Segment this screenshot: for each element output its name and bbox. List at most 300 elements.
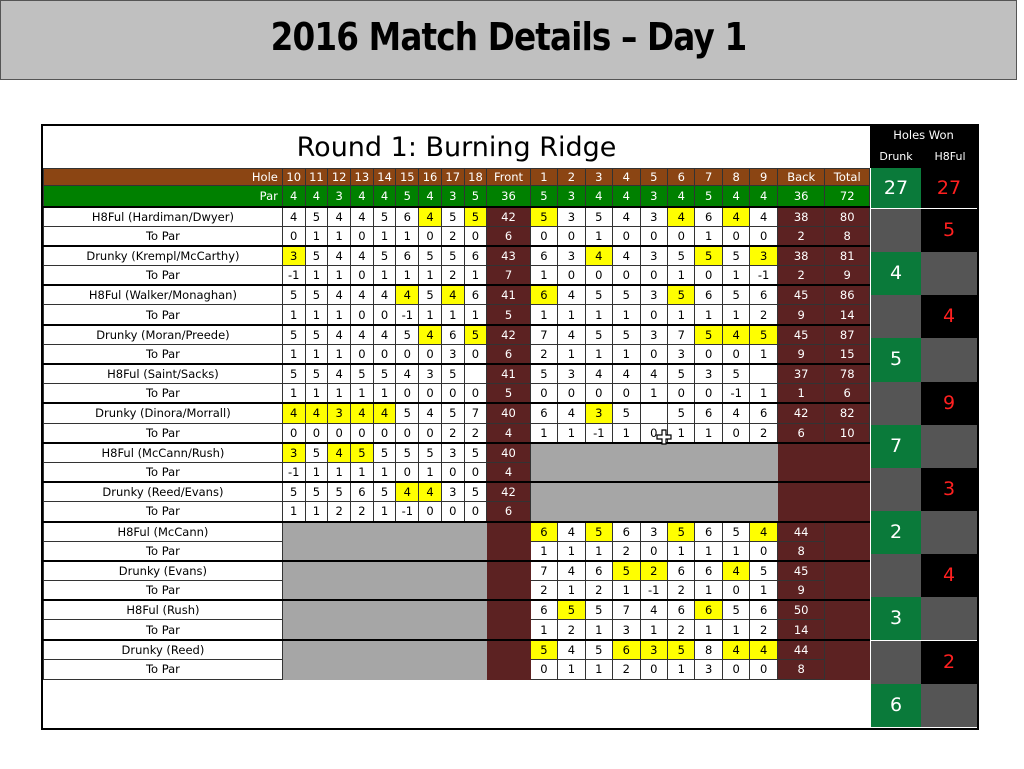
empty-cell: [373, 561, 396, 581]
score-cell: 1: [373, 462, 396, 482]
empty-cell: [530, 443, 557, 463]
back-total: 45: [777, 285, 825, 305]
back-total: 9: [777, 305, 825, 325]
score-cell: 0: [585, 266, 612, 286]
score-cell: 5: [441, 403, 464, 423]
h8ful-wins: 4: [921, 295, 977, 338]
empty-cell: [668, 443, 695, 463]
score-cell: 5: [695, 325, 722, 345]
hole-number: 6: [668, 169, 695, 186]
score-cell: 1: [282, 305, 305, 325]
score-cell: 3: [585, 403, 612, 423]
empty-cell: [777, 482, 825, 502]
score-cell: 0: [464, 462, 487, 482]
hole-number: 13: [351, 169, 374, 186]
score-cell: 1: [351, 462, 374, 482]
to-par-row: [44, 344, 870, 364]
par-value: 72: [825, 186, 870, 207]
grand-total: 14: [825, 305, 870, 325]
empty-cell: [487, 640, 530, 660]
score-cell: 5: [305, 246, 328, 266]
slide-title: 2016 Match Details – Day 1: [270, 15, 747, 59]
empty-cell: [464, 640, 487, 660]
score-cell: 5: [668, 640, 695, 660]
empty-cell: [351, 522, 374, 542]
empty-cell: [585, 443, 612, 463]
par-value: 3: [558, 186, 585, 207]
empty-cell: [351, 620, 374, 640]
front-total: 41: [487, 285, 530, 305]
back-total: 44: [777, 640, 825, 660]
score-cell: 6: [750, 600, 777, 620]
empty-cell: [419, 561, 442, 581]
score-cell: 2: [351, 502, 374, 522]
score-cell: 4: [328, 443, 351, 463]
score-cell: 4: [585, 246, 612, 266]
empty-cell: [419, 659, 442, 679]
score-cell: 0: [351, 423, 374, 443]
empty-cell: [825, 581, 870, 601]
to-par-row: [44, 620, 870, 640]
score-cell: [464, 364, 487, 384]
empty-cell: [396, 659, 419, 679]
score-cell: 3: [419, 364, 442, 384]
score-cell: 3: [750, 246, 777, 266]
row-label: To Par: [44, 502, 283, 522]
score-cell: 4: [640, 364, 667, 384]
front-total: 40: [487, 403, 530, 423]
score-table: [43, 168, 870, 680]
score-cell: 0: [640, 305, 667, 325]
score-cell: 0: [613, 266, 640, 286]
h8ful-wins: 9: [921, 382, 977, 425]
score-cell: [640, 403, 667, 423]
empty-cell: [722, 482, 749, 502]
empty-cell: [750, 462, 777, 482]
empty-cell: [282, 561, 305, 581]
empty-cell: [695, 462, 722, 482]
score-cell: 6: [750, 285, 777, 305]
score-cell: 1: [613, 423, 640, 443]
score-cell: 6: [530, 246, 557, 266]
score-cell: 4: [668, 207, 695, 227]
row-label: To Par: [44, 541, 283, 561]
hole-header-label: Hole: [44, 169, 283, 186]
empty-cell: [305, 561, 328, 581]
score-cell: 3: [668, 344, 695, 364]
score-cell: 4: [585, 364, 612, 384]
back-total: 2: [777, 226, 825, 246]
score-cell: 0: [640, 344, 667, 364]
empty-cell: [613, 502, 640, 522]
empty-cell: [419, 600, 442, 620]
empty-cell: [373, 620, 396, 640]
score-cell: 3: [640, 325, 667, 345]
back-total: 38: [777, 246, 825, 266]
par-value: 4: [282, 186, 305, 207]
score-cell: 1: [558, 305, 585, 325]
score-cell: 4: [558, 285, 585, 305]
score-cell: 5: [305, 364, 328, 384]
score-cell: 5: [464, 443, 487, 463]
back-total: 42: [777, 403, 825, 423]
score-cell: 2: [558, 620, 585, 640]
drunk-wins: 6: [871, 684, 921, 727]
empty-cell: [328, 522, 351, 542]
score-cell: 1: [585, 541, 612, 561]
score-cell: 1: [373, 266, 396, 286]
score-cell: 1: [373, 502, 396, 522]
score-cell: 1: [282, 344, 305, 364]
front-total: 6: [487, 502, 530, 522]
score-cell: 2: [441, 266, 464, 286]
empty-cell: [441, 640, 464, 660]
score-cell: 0: [640, 541, 667, 561]
score-cell: 4: [558, 403, 585, 423]
score-cell: 6: [695, 522, 722, 542]
score-cell: 2: [613, 541, 640, 561]
score-cell: 1: [328, 266, 351, 286]
score-cell: 4: [419, 482, 442, 502]
front-total: 5: [487, 384, 530, 404]
empty-cell: [921, 684, 977, 727]
score-cell: 5: [396, 325, 419, 345]
score-cell: 1: [558, 423, 585, 443]
empty-cell: [351, 600, 374, 620]
score-cell: 0: [441, 502, 464, 522]
score-cell: 1: [750, 384, 777, 404]
score-cell: 1: [305, 462, 328, 482]
score-cell: 5: [585, 522, 612, 542]
score-cell: -1: [585, 423, 612, 443]
score-cell: 6: [396, 246, 419, 266]
hole-number: 14: [373, 169, 396, 186]
score-cell: -1: [750, 266, 777, 286]
empty-cell: [305, 541, 328, 561]
score-cell: 0: [640, 423, 667, 443]
score-cell: 5: [585, 600, 612, 620]
score-cell: 1: [585, 659, 612, 679]
score-cell: 5: [558, 600, 585, 620]
empty-cell: [825, 600, 870, 620]
player-row: [44, 207, 870, 227]
score-cell: 0: [441, 462, 464, 482]
round-title: Round 1: Burning Ridge: [296, 132, 617, 163]
score-cell: 1: [530, 620, 557, 640]
to-par-row: [44, 305, 870, 325]
back-total: 6: [777, 423, 825, 443]
par-value: 4: [722, 186, 749, 207]
score-cell: 0: [351, 226, 374, 246]
score-cell: 5: [668, 285, 695, 305]
empty-cell: [640, 482, 667, 502]
score-cell: 2: [441, 423, 464, 443]
score-cell: 0: [419, 344, 442, 364]
score-cell: 5: [464, 482, 487, 502]
score-cell: 0: [695, 384, 722, 404]
score-cell: 5: [305, 325, 328, 345]
hole-number: 18: [464, 169, 487, 186]
score-cell: 3: [441, 443, 464, 463]
score-cell: 0: [750, 659, 777, 679]
score-cell: 5: [328, 482, 351, 502]
score-cell: 0: [373, 344, 396, 364]
score-cell: 3: [282, 443, 305, 463]
row-label: To Par: [44, 581, 283, 601]
empty-cell: [373, 640, 396, 660]
score-cell: 5: [305, 285, 328, 305]
score-cell: 4: [750, 522, 777, 542]
score-cell: 0: [419, 423, 442, 443]
empty-cell: [328, 659, 351, 679]
score-cell: 1: [640, 384, 667, 404]
par-value: 5: [396, 186, 419, 207]
score-cell: 5: [373, 207, 396, 227]
score-cell: 4: [722, 403, 749, 423]
empty-cell: [373, 659, 396, 679]
empty-cell: [305, 581, 328, 601]
score-cell: 6: [464, 285, 487, 305]
score-cell: 7: [530, 561, 557, 581]
empty-cell: [487, 541, 530, 561]
score-cell: 0: [613, 226, 640, 246]
score-cell: 1: [722, 620, 749, 640]
score-cell: 1: [373, 384, 396, 404]
score-cell: 5: [585, 207, 612, 227]
empty-cell: [871, 382, 921, 425]
score-cell: 5: [373, 246, 396, 266]
empty-cell: [750, 482, 777, 502]
score-cell: 5: [396, 403, 419, 423]
score-cell: 5: [305, 482, 328, 502]
score-cell: 5: [668, 522, 695, 542]
empty-cell: [825, 640, 870, 660]
empty-cell: [487, 522, 530, 542]
empty-cell: [530, 482, 557, 502]
row-label: To Par: [44, 423, 283, 443]
score-cell: 4: [750, 207, 777, 227]
score-cell: 4: [613, 246, 640, 266]
score-cell: 3: [282, 246, 305, 266]
score-cell: 4: [419, 325, 442, 345]
hole-number: 11: [305, 169, 328, 186]
row-label: H8Ful (Walker/Monaghan): [44, 285, 283, 305]
score-cell: 0: [396, 344, 419, 364]
holes-won-title: Holes Won: [893, 128, 954, 142]
empty-cell: [396, 561, 419, 581]
score-cell: 6: [695, 403, 722, 423]
score-cell: 0: [613, 384, 640, 404]
score-cell: -1: [396, 305, 419, 325]
score-cell: 5: [530, 207, 557, 227]
score-cell: 5: [668, 403, 695, 423]
score-cell: 0: [396, 423, 419, 443]
score-cell: 1: [585, 620, 612, 640]
score-cell: 4: [722, 640, 749, 660]
back-total: 9: [777, 581, 825, 601]
score-cell: 6: [441, 325, 464, 345]
score-cell: 0: [722, 581, 749, 601]
score-cell: 4: [282, 207, 305, 227]
row-label: H8Ful (Hardiman/Dwyer): [44, 207, 283, 227]
score-cell: 5: [351, 364, 374, 384]
h8ful-wins: 2: [921, 641, 977, 684]
empty-cell: [396, 522, 419, 542]
empty-cell: [419, 581, 442, 601]
back-total: 9: [777, 344, 825, 364]
score-cell: 3: [558, 246, 585, 266]
score-cell: 1: [558, 344, 585, 364]
score-cell: 0: [464, 344, 487, 364]
score-cell: 1: [695, 581, 722, 601]
holes-won-col-h8ful: H8Ful: [934, 150, 966, 163]
score-cell: 0: [305, 423, 328, 443]
score-cell: 4: [750, 640, 777, 660]
score-cell: 0: [750, 541, 777, 561]
score-cell: 1: [558, 581, 585, 601]
score-cell: 4: [351, 246, 374, 266]
score-cell: 5: [722, 600, 749, 620]
score-cell: 5: [305, 207, 328, 227]
score-cell: 2: [328, 502, 351, 522]
to-par-row: [44, 502, 870, 522]
score-cell: 0: [351, 305, 374, 325]
score-cell: 7: [668, 325, 695, 345]
empty-cell: [921, 597, 977, 640]
empty-cell: [487, 620, 530, 640]
hole-number: 12: [328, 169, 351, 186]
score-cell: 5: [613, 325, 640, 345]
score-cell: 0: [396, 384, 419, 404]
score-cell: 5: [282, 325, 305, 345]
score-cell: 1: [695, 423, 722, 443]
empty-cell: [825, 561, 870, 581]
row-label: H8Ful (Saint/Sacks): [44, 364, 283, 384]
front-total: 40: [487, 443, 530, 463]
player-row: [44, 640, 870, 660]
score-cell: 2: [530, 344, 557, 364]
back-total: 8: [777, 541, 825, 561]
score-cell: 4: [351, 403, 374, 423]
score-cell: 1: [530, 266, 557, 286]
par-value: 4: [351, 186, 374, 207]
score-cell: 2: [585, 581, 612, 601]
score-cell: 1: [328, 226, 351, 246]
score-cell: 5: [585, 325, 612, 345]
score-cell: 1: [722, 266, 749, 286]
par-value: 4: [585, 186, 612, 207]
empty-cell: [558, 502, 585, 522]
score-cell: 0: [441, 384, 464, 404]
empty-cell: [825, 443, 870, 463]
empty-cell: [441, 581, 464, 601]
score-cell: 0: [585, 384, 612, 404]
score-cell: 2: [750, 620, 777, 640]
score-cell: 6: [695, 561, 722, 581]
score-cell: 0: [668, 226, 695, 246]
empty-cell: [825, 502, 870, 522]
score-cell: 0: [558, 266, 585, 286]
score-cell: 5: [530, 640, 557, 660]
par-value: 4: [305, 186, 328, 207]
back-total: 44: [777, 522, 825, 542]
empty-cell: [640, 443, 667, 463]
score-cell: 6: [530, 600, 557, 620]
empty-cell: [305, 640, 328, 660]
front-total: 42: [487, 325, 530, 345]
score-cell: 5: [419, 443, 442, 463]
score-cell: 0: [722, 659, 749, 679]
par-value: 4: [613, 186, 640, 207]
row-label: To Par: [44, 344, 283, 364]
empty-cell: [441, 600, 464, 620]
empty-cell: [464, 600, 487, 620]
empty-cell: [373, 541, 396, 561]
empty-cell: [305, 659, 328, 679]
hole-number: 4: [613, 169, 640, 186]
score-cell: 5: [282, 285, 305, 305]
total-h8ful-wins: 27: [921, 168, 977, 208]
score-cell: 3: [640, 246, 667, 266]
score-cell: 8: [695, 640, 722, 660]
score-cell: [750, 364, 777, 384]
empty-cell: [305, 620, 328, 640]
par-value: 5: [695, 186, 722, 207]
score-cell: 0: [373, 423, 396, 443]
grand-total: 81: [825, 246, 870, 266]
empty-cell: [825, 462, 870, 482]
score-cell: 4: [328, 285, 351, 305]
empty-cell: [419, 522, 442, 542]
empty-cell: [464, 561, 487, 581]
grand-total: 15: [825, 344, 870, 364]
score-cell: 1: [464, 305, 487, 325]
empty-cell: [530, 462, 557, 482]
back-total: 50: [777, 600, 825, 620]
score-cell: 6: [530, 522, 557, 542]
score-cell: 5: [373, 482, 396, 502]
drunk-wins: 5: [871, 338, 921, 381]
empty-cell: [825, 522, 870, 542]
score-cell: 4: [351, 285, 374, 305]
empty-cell: [921, 338, 977, 381]
empty-cell: [825, 620, 870, 640]
score-cell: 7: [613, 600, 640, 620]
score-cell: 1: [722, 541, 749, 561]
score-cell: 4: [558, 325, 585, 345]
to-par-row: [44, 659, 870, 679]
score-cell: 4: [441, 285, 464, 305]
hole-number: 2: [558, 169, 585, 186]
hole-number: 17: [441, 169, 464, 186]
hole-header-row: [44, 169, 870, 186]
score-cell: 5: [396, 443, 419, 463]
score-cell: 0: [351, 344, 374, 364]
empty-cell: [921, 425, 977, 468]
grand-total: 80: [825, 207, 870, 227]
score-cell: 0: [419, 384, 442, 404]
grand-total: 87: [825, 325, 870, 345]
par-value: 3: [640, 186, 667, 207]
score-cell: 1: [668, 305, 695, 325]
empty-cell: [585, 462, 612, 482]
score-cell: 6: [695, 285, 722, 305]
title-bar: [0, 0, 1017, 80]
row-label: To Par: [44, 620, 283, 640]
score-cell: 6: [396, 207, 419, 227]
score-cell: 3: [695, 659, 722, 679]
empty-cell: [825, 482, 870, 502]
